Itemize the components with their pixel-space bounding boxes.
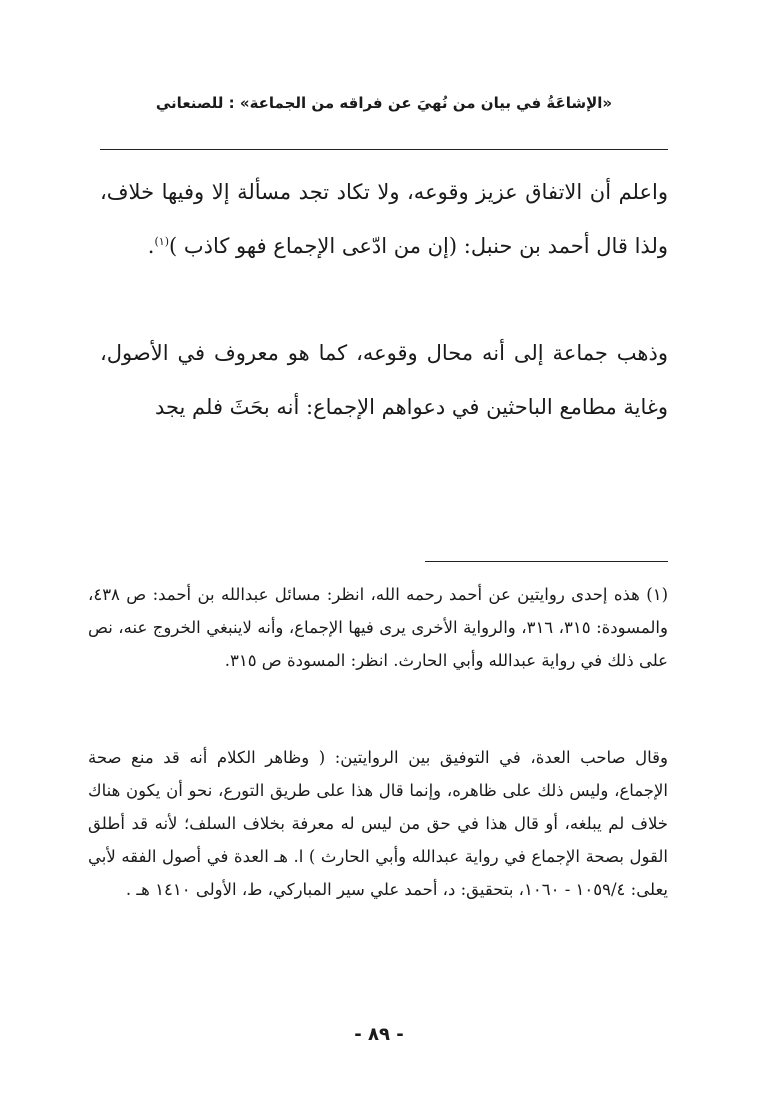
- page-number: - ٨٩ -: [354, 1024, 404, 1045]
- footnote-reference-1[interactable]: (١): [154, 235, 169, 248]
- footnote-1: (١) هذه إحدى روايتين عن أحمد رحمه الله، انظر: مسائل عبدالله بن أحمد: ص ٤٣٨، والمسودة: ٣١٥، ٣١٦، والرواية الأخرى يرى فيها الإجماع، وأنه لاينبغي الخروج عنه، نص على ذلك في رواية عبدالله وأبي الحارث. انظر: المسودة ص ٣١٥.: [88, 585, 668, 670]
- body-paragraph-1-text: واعلم أن الاتفاق عزيز وقوعه، ولا تكاد تجد مسألة إلا وفيها خلاف، ولذا قال أحمد بن حنبل: (إن من ادّعى الإجماع فهو كاذب ): [100, 180, 668, 258]
- header-divider: [100, 149, 668, 150]
- body-paragraph-1-end: .: [147, 234, 155, 258]
- body-paragraph-2: وذهب جماعة إلى أنه محال وقوعه، كما هو معروف في الأصول، وغاية مطامع الباحثين في دعواهم الإجماع: أنه بحَثَ فلم يجد: [100, 341, 668, 419]
- footnote-1-continuation: وقال صاحب العدة، في التوفيق بين الروايتين: ( وظاهر الكلام أنه قد منع صحة الإجماع، وليس ذلك على ظاهره، وإنما قال هذا على طريق التورع، نحو أن يكون هناك خلاف لم يبلغه، أو قال هذا في حق من ليس له معرفة بخلاف السلف؛ لأنه قد أطلق القول بصحة الإجماع في رواية عبدالله وأبي الحارث ) ا. هـ العدة في أصول الفقه لأبي يعلى: ١٠٥٩/٤ - ١٠٦٠، بتحقيق: د، أحمد علي سير المباركي، ط، الأولى ١٤١٠ هـ .: [88, 748, 668, 899]
- body-paragraph-1: [100, 165, 668, 273]
- running-header-title: «الإشاعَةُ في بيان من نُهيَ عن فراقه من الجماعة» : للصنعاني: [155, 94, 613, 112]
- footnote-separator: [425, 561, 668, 562]
